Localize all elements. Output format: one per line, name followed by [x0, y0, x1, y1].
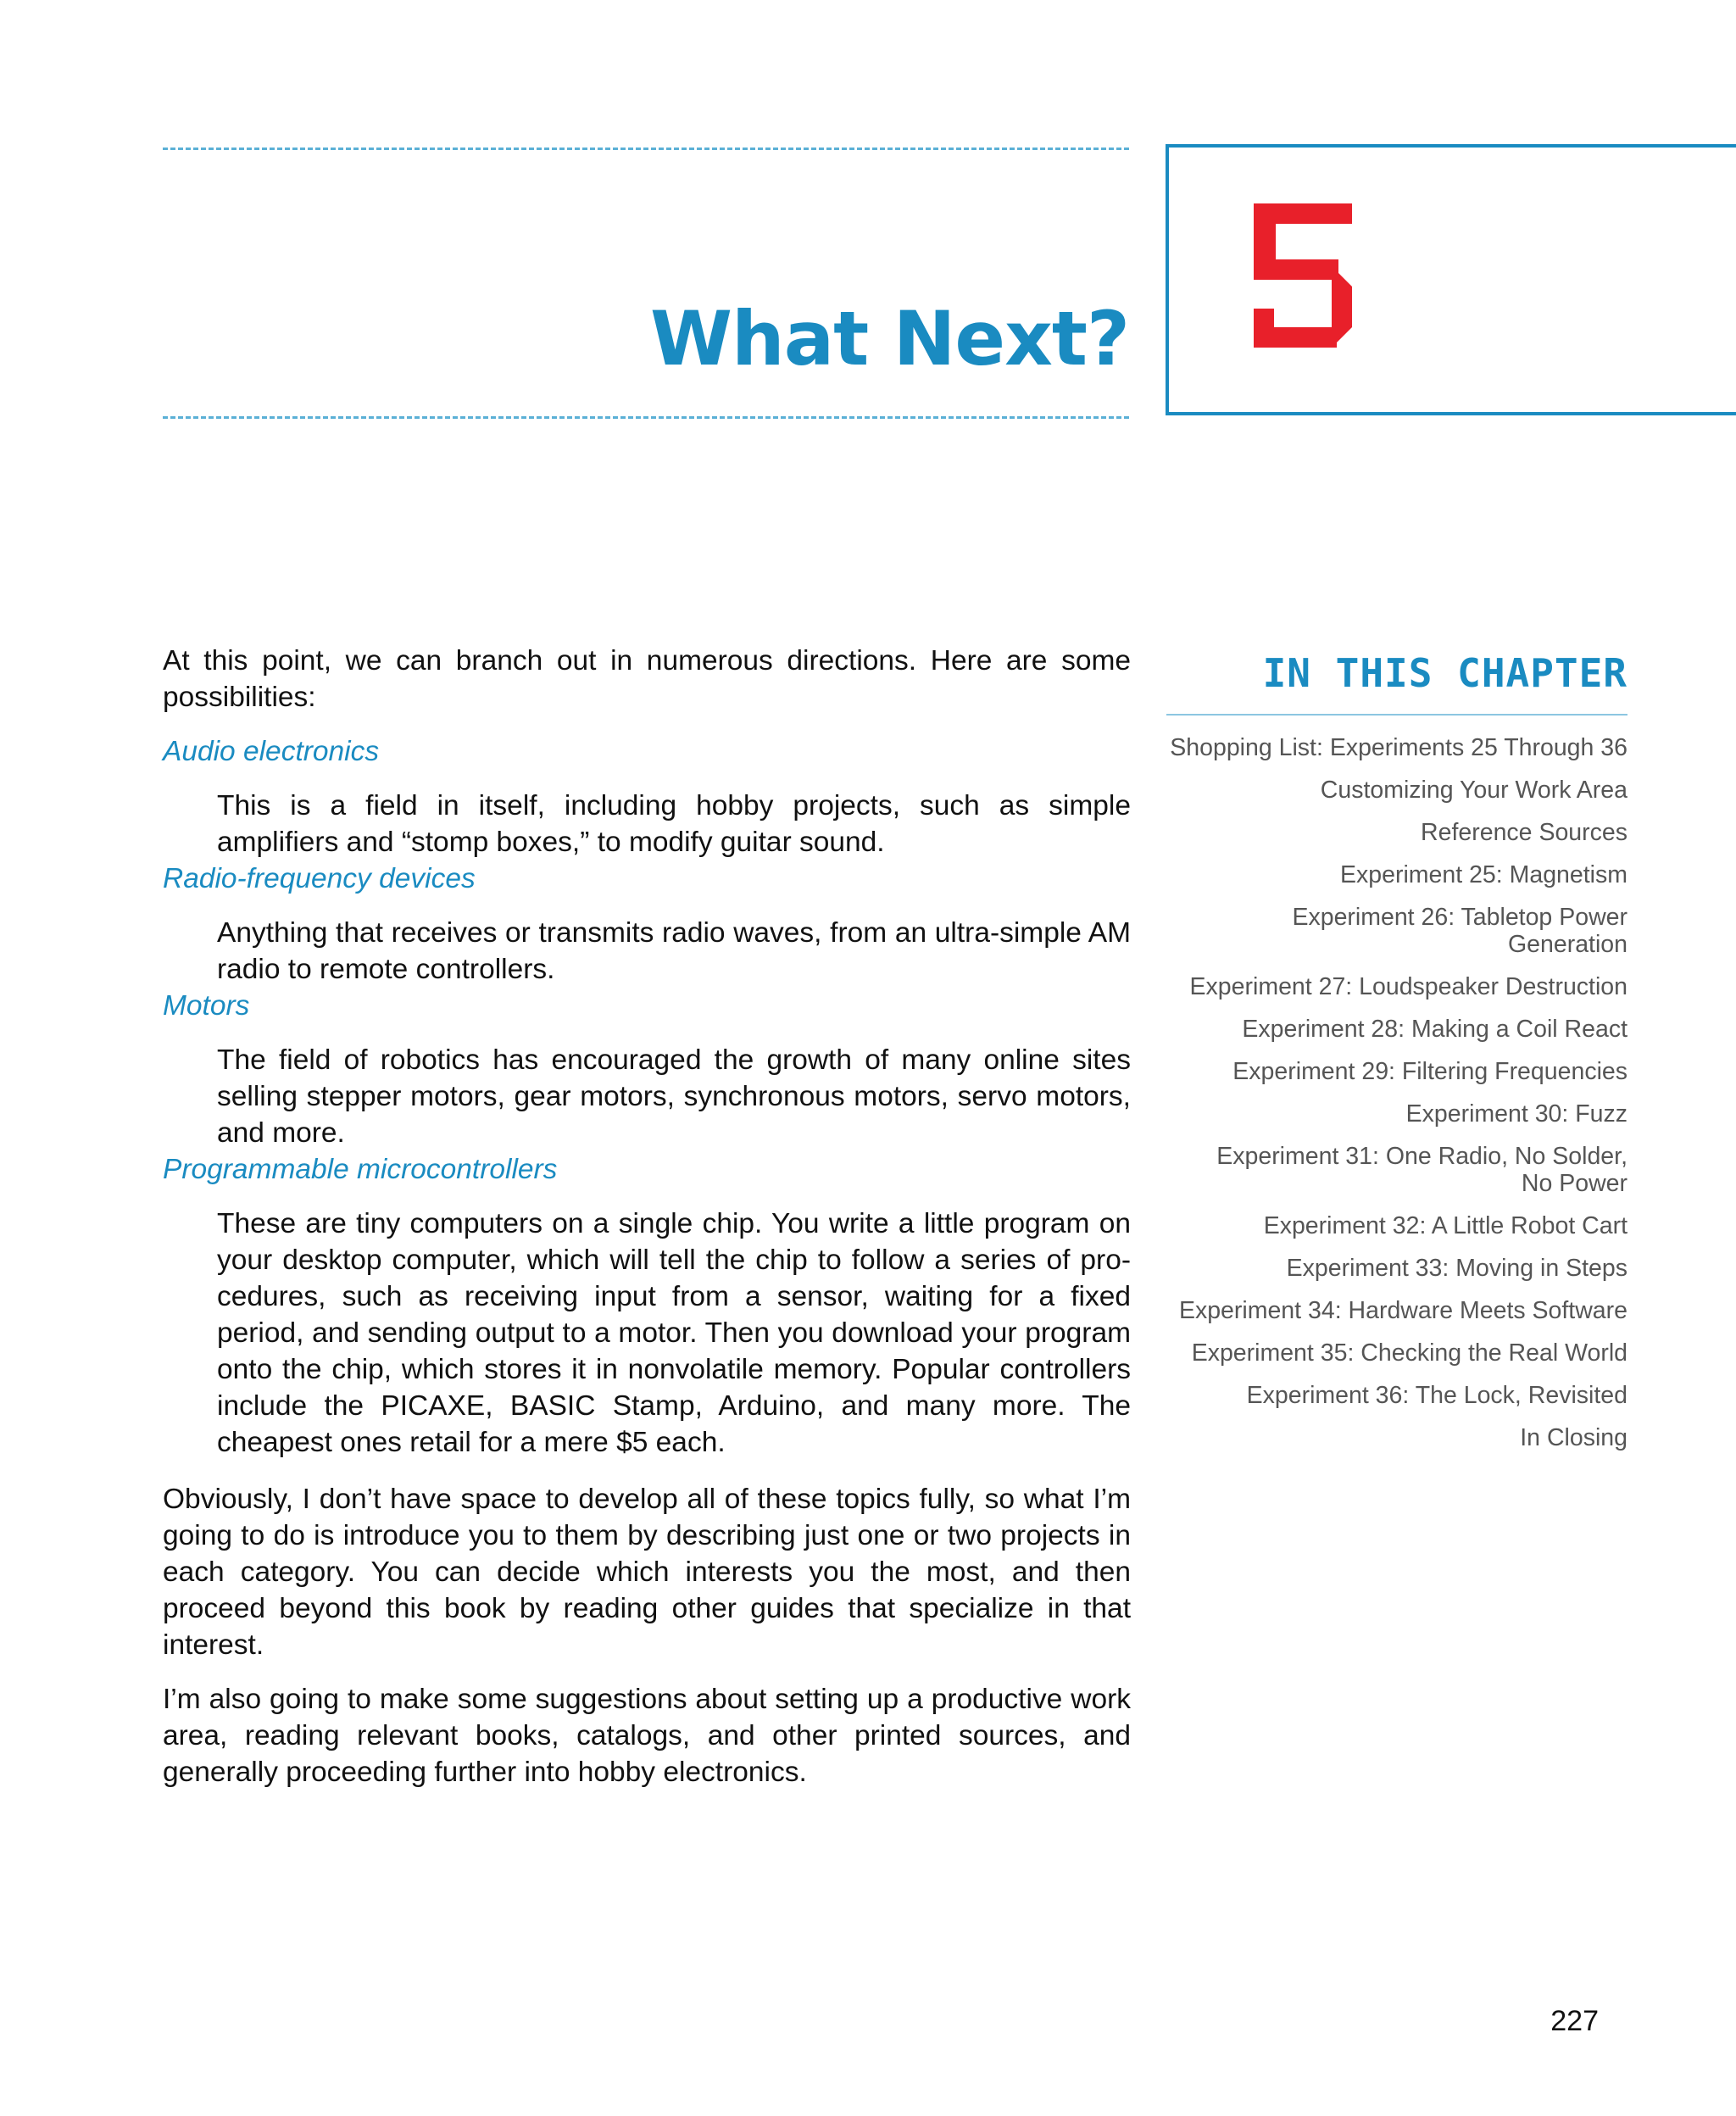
- chapter-title: What Next?: [649, 295, 1129, 382]
- body-paragraph: I’m also going to make some suggestions about setting up a productive work area, reading relevant books, catalogs, and other printed sources, and generally proceeding further into hobby electronics.: [163, 1684, 1131, 1788]
- term-audio-electronics: Audio electronics: [163, 736, 380, 767]
- in-this-chapter-sidebar: [1166, 651, 1628, 1467]
- toc-item: Experiment 34: Hardware Meets Software: [1178, 1297, 1628, 1324]
- toc-item: Shopping List: Experiments 25 Through 36: [1170, 734, 1628, 761]
- toc-item: Experiment 32: A Little Robot Cart: [1263, 1212, 1628, 1239]
- toc-item-line: No Power: [1521, 1170, 1628, 1197]
- sidebar-heading: IN THIS CHAPTER: [1262, 650, 1628, 696]
- toc-item: In Closing: [1520, 1424, 1628, 1451]
- toc-item: Experiment 35: Checking the Real World: [1191, 1339, 1628, 1367]
- toc-item: Reference Sources: [1421, 819, 1628, 846]
- body-paragraph: Obviously, I don’t have space to develop all of these topics fully, so what I’m going to do is introduce you to them by describing just one or two projects in each category. You can decide which interests you the most, and then proceed beyond this book by reading other guides that specialize in that interest.: [163, 1484, 1131, 1661]
- term-description: These are tiny computers on a single chip. You write a little program on your desktop computer, which will tell the chip to follow a series of procedures, such as receiving input from a sensor, waiting for a fixed period, and sending output to a motor. Then you download your program onto the chip, which stores it in nonvolatile memory. Popular controllers include the PICAXE, BASIC Stamp, Arduino, and many more. The cheapest ones retail for a mere $5 each.: [217, 1208, 1131, 1458]
- term-motors: Motors: [163, 990, 250, 1022]
- chapter-number-glyph: [1254, 203, 1352, 348]
- main-text-column: [163, 643, 1131, 1808]
- toc-item: Experiment 27: Loudspeaker Destruction: [1189, 973, 1628, 1000]
- toc-item: Experiment 28: Making a Coil React: [1242, 1016, 1628, 1043]
- header-dashed-rule-top: [163, 148, 1129, 150]
- chapter-contents-list: [1166, 734, 1628, 1451]
- term-description: This is a field in itself, including hobby projects, such as simple amplifiers and “stomp boxes,” to modify guitar sound.: [217, 790, 1131, 858]
- chapter-number-box: [1166, 144, 1736, 415]
- toc-item: Experiment 33: Moving in Steps: [1286, 1255, 1628, 1282]
- toc-item-line: Experiment 31: One Radio, No Solder,: [1216, 1143, 1628, 1170]
- intro-paragraph: At this point, we can branch out in numerous directions. Here are some possibilities:: [163, 645, 1131, 713]
- toc-item: Experiment 25: Magnetism: [1340, 861, 1628, 888]
- sidebar-divider: [1166, 714, 1628, 716]
- header-dashed-rule-bottom: [163, 416, 1129, 419]
- toc-item: Customizing Your Work Area: [1320, 777, 1628, 804]
- term-radio-frequency-devices: Radio-frequency devices: [163, 863, 476, 894]
- term-description: The field of robotics has encouraged the growth of many online sites selling stepper motors, gear motors, synchronous motors, servo motors, and more.: [217, 1044, 1131, 1149]
- toc-item: Experiment 29: Filtering Frequencies: [1232, 1058, 1628, 1085]
- toc-item: Experiment 36: The Lock, Revisited: [1246, 1382, 1628, 1409]
- toc-item: Experiment 26: Tabletop Power Generation: [1292, 904, 1628, 958]
- term-description: Anything that receives or transmits radio waves, from an ultra-simple AM radio to remote controllers.: [217, 917, 1131, 985]
- toc-item: Experiment 30: Fuzz: [1405, 1100, 1628, 1128]
- toc-item: [1166, 1143, 1628, 1197]
- page-number: 227: [1550, 2005, 1599, 2037]
- term-programmable-microcontrollers: Programmable microcontrollers: [163, 1154, 558, 1185]
